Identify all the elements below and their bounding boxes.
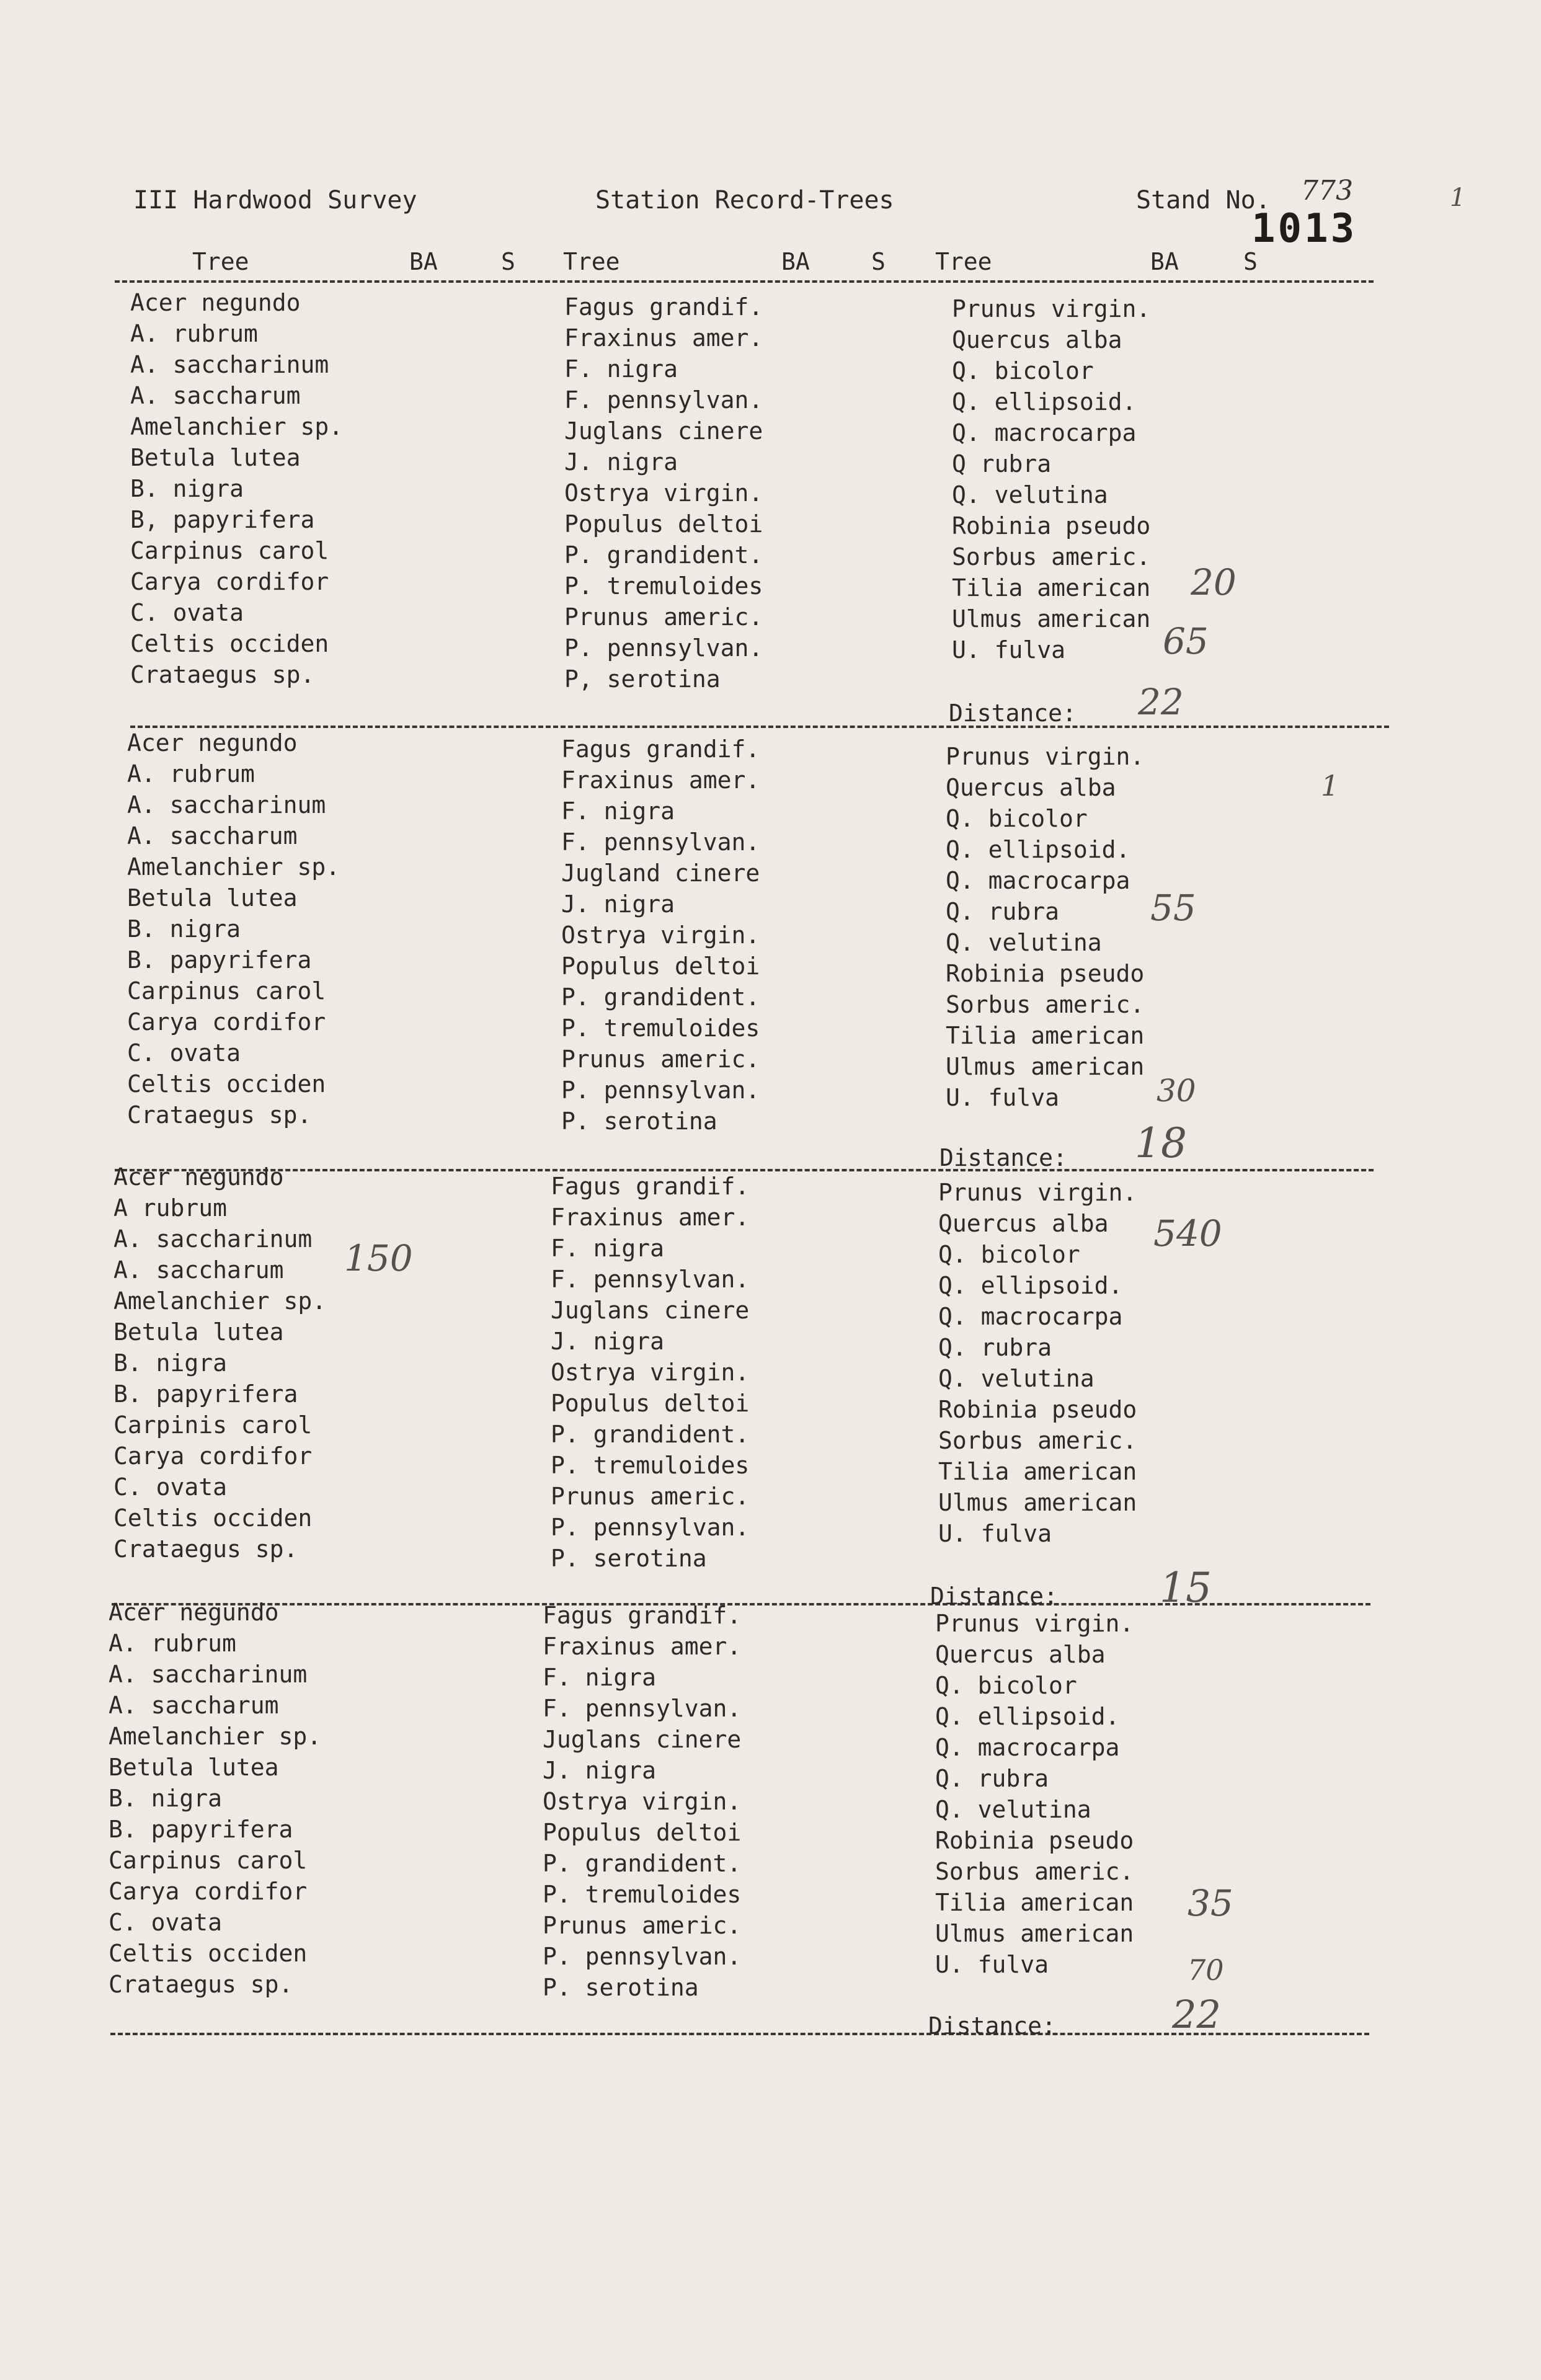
species: F. pennsylvan. [551, 1266, 750, 1293]
species: Acer negundo [127, 729, 298, 757]
species: Quercus alba [946, 774, 1116, 801]
species: Prunus virgin. [938, 1179, 1137, 1206]
species: Q. bicolor [938, 1241, 1080, 1268]
species: A. rubrum [130, 320, 258, 347]
species: F. nigra [543, 1664, 657, 1691]
species: Q. macrocarpa [952, 419, 1137, 446]
form-title: Station Record-Trees [595, 186, 894, 215]
species: Betula lutea [130, 444, 301, 471]
species: Celtis occiden [127, 1070, 326, 1098]
species: Robinia pseudo [952, 512, 1151, 539]
rule-header [115, 280, 1374, 283]
species: J. nigra [561, 890, 675, 918]
species: P. grandident. [551, 1421, 750, 1448]
species: U. fulva [935, 1951, 1049, 1978]
station-3-col3 [938, 1177, 1137, 1549]
species: Q. ellipsoid. [938, 1272, 1123, 1299]
species: Q. velutina [952, 481, 1108, 508]
species: B. nigra [130, 475, 244, 502]
species: Carya cordifor [113, 1442, 313, 1470]
species: Q. bicolor [952, 357, 1094, 384]
species: A. rubrum [109, 1630, 236, 1657]
station-1-col1 [130, 287, 343, 690]
species: P. tremuloides [551, 1452, 750, 1479]
species: Fagus grandif. [551, 1173, 750, 1200]
species: P. tremuloides [564, 572, 763, 600]
species: Carya cordifor [130, 568, 329, 595]
species: P. grandident. [564, 541, 763, 569]
station-2-entry: 55 [1150, 887, 1196, 929]
species: P. pennsylvan. [564, 634, 763, 662]
col1-tree-header: Tree [192, 248, 249, 275]
species: Sorbus americ. [952, 543, 1151, 571]
species: F. nigra [551, 1235, 665, 1262]
species: F. nigra [564, 355, 678, 383]
species: P. pennsylvan. [551, 1514, 750, 1541]
col1-s-header: S [501, 248, 515, 275]
species: Ulmus american [938, 1489, 1137, 1516]
species: Q. rubra [935, 1765, 1049, 1792]
species: Amelanchier sp. [127, 853, 340, 881]
species: Amelanchier sp. [109, 1723, 322, 1750]
species: Tilia american [938, 1458, 1137, 1485]
species: Fraxinus amer. [543, 1633, 742, 1660]
species: A rubrum [113, 1194, 228, 1222]
species: U. fulva [946, 1084, 1060, 1111]
species: Fagus grandif. [564, 293, 763, 321]
species: Juglans cinere [543, 1726, 742, 1753]
species: Q. velutina [935, 1796, 1091, 1823]
species: Tilia american [935, 1889, 1134, 1916]
species: F. pennsylvan. [543, 1695, 742, 1722]
species: A. saccharinum [130, 351, 329, 378]
species: Prunus americ. [551, 1483, 750, 1510]
species: A. saccharum [130, 382, 301, 409]
species: Populus deltoi [551, 1390, 750, 1417]
species: U. fulva [952, 636, 1066, 664]
stand-number: 1013 [1251, 206, 1357, 252]
species: Prunus virgin. [935, 1610, 1134, 1637]
species: Fagus grandif. [543, 1602, 742, 1629]
species: Populus deltoi [543, 1819, 742, 1846]
station-1-entry: 65 [1163, 620, 1209, 662]
species: Acer negundo [130, 289, 301, 316]
species: P. pennsylvan. [561, 1077, 760, 1104]
species: Prunus virgin. [946, 743, 1145, 770]
species: Prunus virgin. [952, 295, 1151, 322]
col3-ba-header: BA [1150, 248, 1179, 275]
stand-label: Stand No. [1136, 186, 1271, 215]
species: Q. rubra [938, 1334, 1052, 1361]
species: Betula lutea [113, 1318, 284, 1346]
species: P. tremuloides [561, 1015, 760, 1042]
species: Ulmus american [946, 1053, 1145, 1080]
station-1-distance-label: Distance: [949, 699, 1077, 727]
species: F. pennsylvan. [564, 386, 763, 414]
species: Carpinus carol [109, 1847, 308, 1874]
species: Quercus alba [952, 326, 1122, 353]
station-2-col2 [561, 734, 760, 1137]
station-3-distance-value: 15 [1160, 1564, 1212, 1612]
station-3-entry: 150 [344, 1237, 413, 1279]
species: A. saccharum [113, 1256, 284, 1284]
species: Populus deltoi [561, 952, 760, 980]
station-2-distance-label: Distance: [939, 1144, 1067, 1171]
species: P, serotina [564, 665, 721, 693]
species: Carpinis carol [113, 1411, 313, 1439]
species: Amelanchier sp. [113, 1287, 327, 1315]
species: Sorbus americ. [938, 1427, 1137, 1454]
species: Sorbus americ. [946, 991, 1145, 1018]
species: P. grandident. [561, 984, 760, 1011]
col1-ba-header: BA [409, 248, 438, 275]
col2-s-header: S [871, 248, 886, 275]
col2-tree-header: Tree [563, 248, 620, 275]
species: B, papyrifera [130, 506, 315, 533]
species: Celtis occiden [130, 630, 329, 657]
station-4-col1 [109, 1597, 321, 2000]
station-4-entry: 70 [1188, 1953, 1224, 1987]
species: P. tremuloides [543, 1881, 742, 1908]
species: Q. velutina [938, 1365, 1095, 1392]
species: Celtis occiden [113, 1504, 313, 1532]
species: Robinia pseudo [946, 960, 1145, 987]
species: Carpinus carol [127, 977, 326, 1005]
station-2-entry: 1 [1321, 769, 1339, 802]
species: C. ovata [109, 1909, 223, 1936]
species: C. ovata [113, 1473, 228, 1501]
species: F. pennsylvan. [561, 828, 760, 856]
species: A. saccharum [109, 1692, 279, 1719]
station-2-col3 [946, 741, 1144, 1113]
col3-s-header: S [1243, 248, 1258, 275]
station-1-col3 [952, 293, 1150, 665]
station-1-col2 [564, 291, 763, 695]
species: Amelanchier sp. [130, 413, 344, 440]
station-4-entry: 35 [1188, 1882, 1233, 1924]
station-4-col2 [543, 1600, 741, 2003]
species: Carpinus carol [130, 537, 329, 564]
species: Acer negundo [113, 1163, 284, 1191]
species: C. ovata [130, 599, 244, 626]
species: Fraxinus amer. [564, 324, 763, 352]
station-3-col2 [551, 1171, 749, 1574]
species: Betula lutea [127, 884, 298, 912]
species: B. nigra [127, 915, 241, 943]
station-2-col1 [127, 727, 340, 1130]
species: Prunus americ. [561, 1046, 760, 1073]
species: A. saccharinum [109, 1661, 308, 1688]
species: Q. bicolor [946, 805, 1088, 832]
stand-scrawl: 773 [1301, 175, 1353, 206]
species: A. saccharum [127, 822, 298, 850]
species: Tilia american [946, 1022, 1145, 1049]
species: Q. rubra [946, 898, 1060, 925]
species: Q. ellipsoid. [946, 836, 1130, 863]
species: Q. velutina [946, 929, 1102, 956]
species: P. serotina [561, 1108, 717, 1135]
species: Q. macrocarpa [946, 867, 1130, 894]
station-3-entry: 540 [1153, 1212, 1222, 1254]
species: Sorbus americ. [935, 1858, 1134, 1885]
species: P. pennsylvan. [543, 1943, 742, 1970]
species: Fagus grandif. [561, 735, 760, 763]
species: A. rubrum [127, 760, 255, 788]
species: Ulmus american [952, 605, 1151, 633]
species: Fraxinus amer. [561, 766, 760, 794]
station-2-distance-value: 18 [1135, 1119, 1187, 1167]
species: Carya cordifor [109, 1878, 308, 1905]
species: Prunus americ. [564, 603, 763, 631]
species: B. papyrifera [127, 946, 312, 974]
survey-title: III Hardwood Survey [133, 186, 417, 215]
col3-tree-header: Tree [935, 248, 992, 275]
station-4-distance-value: 22 [1172, 1992, 1221, 2037]
species: Q. macrocarpa [935, 1734, 1120, 1761]
species: Acer negundo [109, 1599, 279, 1626]
species: P. grandident. [543, 1850, 742, 1877]
species: Q. ellipsoid. [935, 1703, 1120, 1730]
station-2-entry: 30 [1157, 1073, 1196, 1109]
species: Q rubra [952, 450, 1052, 477]
species: Carya cordifor [127, 1008, 326, 1036]
species: Ostrya virgin. [561, 921, 760, 949]
species: Juglans cinere [551, 1297, 750, 1324]
species: Robinia pseudo [935, 1827, 1134, 1854]
species: Ostrya virgin. [551, 1359, 750, 1386]
species: Crataegus sp. [127, 1101, 312, 1129]
species: B. papyrifera [109, 1816, 293, 1843]
species: Populus deltoi [564, 510, 763, 538]
species: Ostrya virgin. [543, 1788, 742, 1815]
species: A. saccharinum [127, 791, 326, 819]
species: Q. ellipsoid. [952, 388, 1137, 415]
species: B. papyrifera [113, 1380, 298, 1408]
species: C. ovata [127, 1039, 241, 1067]
station-4-distance-label: Distance: [928, 2012, 1056, 2040]
station-3-distance-label: Distance: [930, 1583, 1058, 1610]
species: Ulmus american [935, 1920, 1134, 1947]
species: Juglans cinere [564, 417, 763, 445]
margin-mark: 1 [1450, 184, 1466, 212]
station-1-entry: 20 [1191, 561, 1237, 603]
species: B. nigra [109, 1785, 223, 1812]
species: A. saccharinum [113, 1225, 313, 1253]
species: F. nigra [561, 797, 675, 825]
species: Tilia american [952, 574, 1151, 602]
species: Crataegus sp. [109, 1971, 293, 1998]
species: B. nigra [113, 1349, 228, 1377]
species: Quercus alba [938, 1210, 1109, 1237]
species: Ostrya virgin. [564, 479, 763, 507]
station-1-distance-value: 22 [1138, 681, 1184, 723]
species: U. fulva [938, 1520, 1052, 1547]
species: Fraxinus amer. [551, 1204, 750, 1231]
species: Betula lutea [109, 1754, 279, 1781]
species: Robinia pseudo [938, 1396, 1137, 1423]
station-3-col1 [113, 1161, 326, 1565]
species: Jugland cinere [561, 859, 760, 887]
station-4-col3 [935, 1608, 1134, 1980]
species: Prunus americ. [543, 1912, 742, 1939]
species: Q. bicolor [935, 1672, 1077, 1699]
species: Crataegus sp. [113, 1535, 298, 1563]
species: J. nigra [551, 1328, 665, 1355]
species: J. nigra [543, 1757, 657, 1784]
species: Quercus alba [935, 1641, 1106, 1668]
col2-ba-header: BA [781, 248, 810, 275]
species: Celtis occiden [109, 1940, 308, 1967]
species: J. nigra [564, 448, 678, 476]
species: Crataegus sp. [130, 661, 315, 688]
species: P. serotina [551, 1545, 707, 1572]
species: Q. macrocarpa [938, 1303, 1123, 1330]
species: P. serotina [543, 1974, 699, 2001]
